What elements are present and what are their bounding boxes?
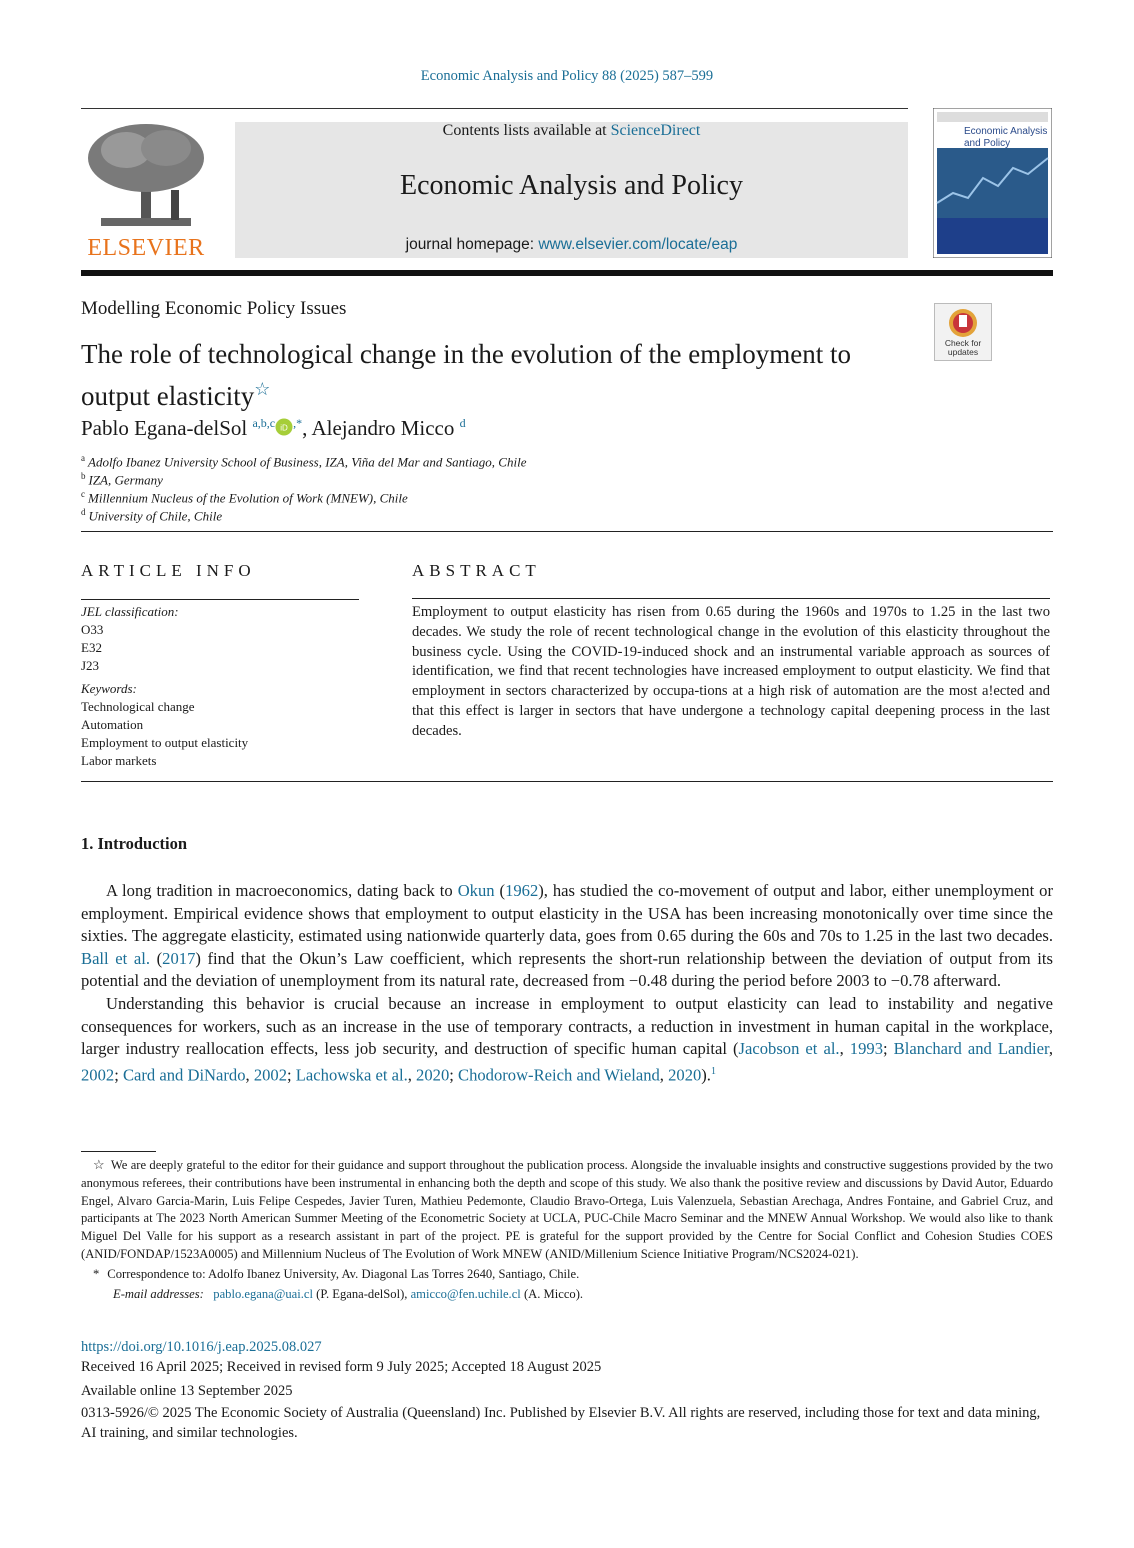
affiliation-text: University of Chile, Chile: [88, 508, 223, 524]
ref-blanchard[interactable]: Blanchard and Landier: [893, 1039, 1049, 1059]
introduction-body: [81, 880, 1053, 1087]
affiliation-mark: b: [81, 471, 86, 481]
affiliation-d: [81, 507, 222, 524]
keyword: Technological change: [81, 699, 195, 714]
crossmark-line1: Check for: [944, 338, 982, 348]
title-note-star[interactable]: ☆: [254, 379, 271, 399]
author-1-affil-marks[interactable]: a,b,c: [252, 416, 276, 430]
cover-title-line2: and Policy: [964, 138, 1011, 149]
jel-code: J23: [81, 658, 100, 673]
jel-code: O33: [81, 622, 104, 637]
email-2-owner: (A. Micco).: [520, 1286, 584, 1301]
author-1[interactable]: Pablo Egana-delSol: [81, 416, 248, 440]
ref-okun[interactable]: Okun: [457, 881, 495, 900]
affiliation-text: IZA, Germany: [88, 472, 163, 488]
keywords-label: Keywords:: [81, 681, 137, 696]
keyword: Labor markets: [81, 753, 157, 768]
article-section: Modelling Economic Policy Issues: [81, 298, 347, 319]
ref-jacobson[interactable]: Jacobson et al.: [738, 1039, 840, 1059]
affiliation-rule: [81, 531, 1053, 532]
footnotes: [81, 1156, 1053, 1303]
footnote-emails: [81, 1286, 1053, 1304]
footnote-1-mark[interactable]: 1: [710, 1065, 716, 1077]
affiliation-text: Adolfo Ibanez University School of Business, IZA, Viña del Mar and Santiago, Chile: [88, 454, 527, 470]
ref-blanchard-year[interactable]: 2002: [81, 1065, 115, 1085]
abstract-bottom-rule: [81, 781, 1053, 782]
footnote-star: ☆: [93, 1157, 105, 1172]
footnote-rule: [81, 1151, 156, 1152]
affiliation-mark: d: [81, 507, 86, 517]
jel-label: JEL classification:: [81, 604, 179, 619]
footnote-corr-text: Correspondence to: Adolfo Ibanez University, Av. Diagonal Las Torres 2640, Santiago, Chile.: [107, 1266, 580, 1281]
affiliation-mark: a: [81, 453, 85, 463]
footnote-acknowledgement: [81, 1156, 1053, 1264]
keyword: Employment to output elasticity: [81, 735, 249, 750]
section-heading-introduction: 1. Introduction: [81, 834, 188, 853]
contents-prefix: Contents lists available at: [442, 122, 611, 139]
homepage-link[interactable]: www.elsevier.com/locate/eap: [538, 236, 738, 253]
cover-title: [964, 126, 1047, 150]
email-1-link[interactable]: pablo.egana@uai.cl: [213, 1286, 313, 1301]
email-1-owner: (P. Egana-delSol),: [313, 1286, 411, 1301]
footnote-ack-text: We are deeply grateful to the editor for their guidance and support throughout the publication process. Alongside the invaluable insights and constructive suggestions provided by the two anonymous referees, their contributions have been instrumental in enhancing both the depth and scope of this study. We also thank the positive review and discussions by David Autor, Eduardo Engel, Alvaro Garcia-Marin, Luis Felipe Cespedes, Javier Turen, Mathieu Pedemonte, Claudio Bravo-Ortega, Luis Valenzuela, Sebastian Arechaga, Andres Fontaine, and Gabriel Cruz, and participants at The 2023 North American Summer Meeting of the Econometric Society at UCLA, PUC-Chile Macro Seminar and the MNEW Annual Workshop. We would also like to thank Miguel Del Valle for his support as a research assistant in part of the project. PE is grateful for the support provided by the Centre for Social Conflict and Cohesion Studies COES (ANID/FONDAP/1523A0005) and Millennium Nucleus of The Evolution of Work MNEW (ANID/Millenium Science Initiative Program/NCS2024-021).: [81, 1158, 1053, 1261]
crossmark-badge[interactable]: [934, 303, 992, 361]
author-separator: ,: [302, 416, 312, 440]
abstract-text: Employment to output elasticity has risen from 0.65 during the 1960s and 1970s to 1.25 in the last two decades. We study the role of recent technological change in the evolution of this elasticity throughout the business cycle. Using the COVID-19-induced shock and an instrumental variable approach as sources of identification, we find that recent technologies have increased employment to output elasticity. We find that employment in sectors characterized by occupa-tions at a high risk of automation are the most a!ected and that this effect is larger in sectors that have undergone a technology capital deepening process in the last decades.: [412, 604, 1050, 739]
ref-okun-year[interactable]: 1962: [505, 881, 539, 900]
jel-code: E32: [81, 640, 102, 655]
affiliation-text: Millennium Nucleus of the Evolution of Work (MNEW), Chile: [88, 490, 408, 506]
abstract-rule: [412, 598, 1050, 599]
affiliation-a: [81, 453, 526, 470]
cover-title-line1: Economic Analysis: [964, 126, 1048, 137]
affiliation-c: [81, 489, 408, 506]
author-1-corr-mark[interactable]: ,*: [293, 416, 303, 430]
homepage-prefix: journal homepage:: [405, 236, 539, 253]
copyright-notice: 0313-5926/© 2025 The Economic Society of Australia (Queensland) Inc. Published by Elsevier B.V. All rights are reserved, including those for text and data mining, AI training, and similar technologies.: [81, 1405, 1041, 1441]
footnote-corr-mark: *: [93, 1266, 100, 1281]
elsevier-logo-text: ELSEVIER: [87, 235, 205, 261]
contents-line: [235, 122, 908, 140]
author-line: [81, 416, 466, 441]
article-info-rule: [81, 599, 359, 600]
email-2-link[interactable]: amicco@fen.uchile.cl: [410, 1286, 521, 1301]
orcid-icon[interactable]: [275, 418, 293, 436]
affiliation-mark: c: [81, 489, 85, 499]
footnote-correspondence: [81, 1266, 1053, 1284]
text: ) find that the Okun’s Law coefficient, which represents the short-run relationship between the deviation of output from its potential and the deviation of unemployment from its natural rate, decreased from −0.48 during the period before 2003 to −0.78 afterward.: [81, 948, 1053, 991]
text: Understanding this behavior is crucial because an increase in employment to output elasticity can lead to instability and negative consequences for workers, such as an increase in the use of temporary contracts, a reduction in investment in human capital in the workplace, larger industry reallocation effects, less job security, and destruction of specific human capital (: [81, 993, 1053, 1059]
abstract-heading: ABSTRACT: [412, 561, 541, 580]
available-online: Available online 13 September 2025: [81, 1383, 293, 1399]
text: A long tradition in macroeconomics, dating back to: [106, 881, 458, 900]
sciencedirect-link[interactable]: ScienceDirect: [610, 122, 701, 139]
article-info-heading: ARTICLE INFO: [81, 561, 256, 580]
paragraph: Understanding this behavior is crucial because an increase in employment to output elasticity can lead to instability and negative consequences for workers, such as an increase in the use of temporary contracts, a reduction in investment in human capital in the workplace, larger industry reallocation effects, less job security, and destruction of specific human capital (Jacobson et al., 1993; Blanchard and Landier, 2002; Card and DiNardo, 2002; Lachowska et al., 2020; Chodorow-Reich and Wieland, 2020).$^1$: [81, 993, 1053, 1085]
crossmark-line2: updates: [947, 347, 979, 357]
ref-chodorow-year[interactable]: 2020: [668, 1065, 702, 1085]
journal-title: Economic Analysis and Policy: [400, 170, 743, 201]
affiliation-b: [81, 471, 163, 488]
ref-ball[interactable]: Ball et al.: [81, 948, 151, 968]
ref-chodorow[interactable]: Chodorow-Reich and Wieland: [458, 1065, 660, 1085]
header-rule: [81, 108, 908, 109]
ref-card[interactable]: Card and DiNardo: [122, 1065, 246, 1085]
journal-homepage: [235, 236, 908, 254]
header-thick-rule: [81, 270, 1053, 276]
crossmark-text: [934, 339, 992, 357]
ref-ball-year[interactable]: 2017: [162, 948, 196, 968]
article-title: [81, 337, 921, 414]
ref-lachowska-year[interactable]: 2020: [416, 1065, 450, 1085]
ref-jacobson-year[interactable]: 1993: [849, 1039, 883, 1059]
keyword: Automation: [81, 717, 144, 732]
text: ), has studied the co-movement of output and labor, either unemployment or employment. Empirical evidence shows that employment to output elasticity in the USA has been increasing monotonically over time since the sixties. The aggregate elasticity, estimated using nationwide quarterly data, goes from 0.65 during the 60s and 70s to 1.25 in the last two decades.: [81, 881, 1053, 946]
paragraph: A long tradition in macroeconomics, dating back to Okun (1962), has studied the co-movement of output and labor, either unemployment or employment. Empirical evidence shows that employment to output elasticity in the USA has been increasing monotonically over time since the sixties. The aggregate elasticity, estimated using nationwide quarterly data, goes from 0.65 during the 60s and 70s to 1.25 in the last two decades. Ball et al. (2017) find that the Okun’s Law coefficient, which represents the short-run relationship between the deviation of output from its potential and the deviation of unemployment from its natural rate, decreased from −0.48 during the period before 2003 to −0.78 afterward.: [81, 881, 1053, 991]
ref-card-year[interactable]: 2002: [253, 1065, 288, 1085]
journal-citation[interactable]: Economic Analysis and Policy 88 (2025) 587–599: [420, 68, 714, 84]
doi-link[interactable]: https://doi.org/10.1016/j.eap.2025.08.027: [81, 1339, 322, 1355]
author-2[interactable]: Alejandro Micco: [311, 416, 455, 440]
article-title-text: The role of technological change in the evolution of the employment to output elasticity: [81, 339, 852, 411]
ref-lachowska[interactable]: Lachowska et al.: [295, 1065, 408, 1085]
author-2-affil-mark[interactable]: d: [459, 416, 466, 430]
email-label: E-mail addresses:: [113, 1286, 204, 1301]
received-dates: Received 16 April 2025; Received in revised form 9 July 2025; Accepted 18 August 2025: [81, 1359, 602, 1375]
svg-text:iD: iD: [280, 423, 288, 433]
article-info-column: [81, 603, 361, 770]
